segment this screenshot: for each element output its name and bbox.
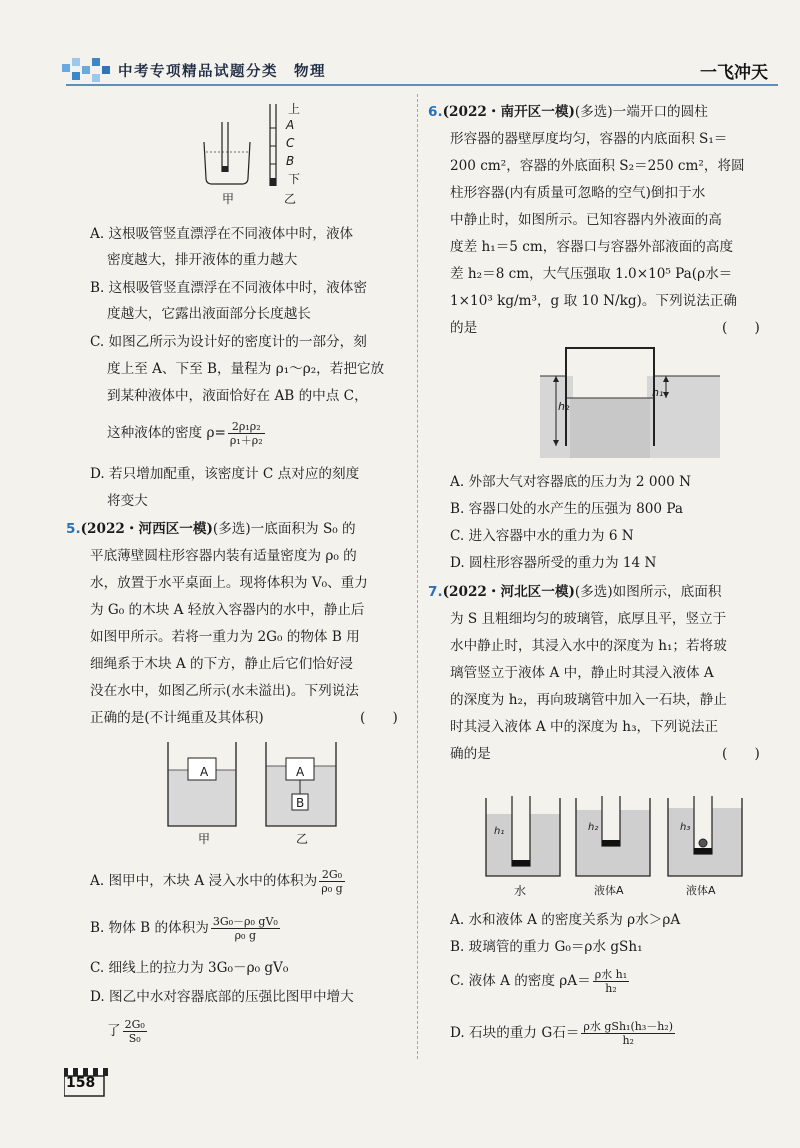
q5-stem-line8: 正确的是(不计绳重及其体积)	[90, 710, 264, 726]
q5-number: 5.	[66, 521, 81, 537]
q4-option-c: C. 如图乙所示为设计好的密度计的一部分，刻	[90, 334, 367, 350]
q6-option-b: B. 容器口处的水产生的压强为 800 Pa	[450, 501, 683, 517]
q4-label-b: B	[286, 154, 295, 168]
q4-label-bottom: 下	[288, 172, 301, 186]
q5-stem-line2: 平底薄壁圆柱形容器内装有适量密度为 ρ₀ 的	[90, 548, 357, 564]
page-number: 158	[66, 1075, 96, 1091]
q5-stem-line4: 为 G₀ 的木块 A 轻放入容器内的水中，静止后	[90, 602, 365, 618]
q4-label-top: 上	[288, 102, 301, 116]
q7-number: 7.	[428, 584, 443, 600]
q4-caption-jia: 甲	[222, 192, 235, 206]
q5-d-fraction: $\frac{\text{2G₀}}{\text{S₀}}$	[124, 1018, 145, 1045]
q5-option-c: C. 细线上的拉力为 3G₀－ρ₀ gV₀	[90, 960, 289, 976]
q5-stem-line5: 如图甲所示。若将一重力为 2G₀ 的物体 B 用	[90, 629, 360, 645]
q4-option-b-cont: 度越大，它露出液面部分长度越长	[107, 306, 311, 322]
q6-stem-line7: 差 h₂＝8 cm，大气压强取 1.0×10⁵ Pa(ρ水＝	[450, 266, 733, 282]
q7-d-fraction: $\frac{\text{ρ水 gSh₁(h₃－h₂)}}{\text{h₂}}$	[583, 1020, 674, 1047]
q6-stem-line2: 形容器的器壁厚度均匀，容器的内底面积 S₁＝	[450, 131, 728, 147]
q6-stem-line3: 200 cm²，容器的外底面积 S₂＝250 cm²，将圆	[450, 158, 745, 174]
q7-stem-line1: 7.(2022・河北区一模)(多选)如图所示，底面积	[428, 584, 722, 600]
q5-stem-line6: 细绳系于木块 A 的下方，静止后它们恰好浸	[90, 656, 354, 672]
q7-stem-line7: 确的是	[450, 746, 491, 762]
q6-option-d: D. 圆柱形容器所受的重力为 14 N	[450, 555, 657, 571]
q4-option-b: B. 这根吸管竖直漂浮在不同液体中时，液体密	[90, 280, 367, 296]
q7-source: (2022・河北区一模)	[442, 584, 575, 600]
q5-answer-paren: ( )	[360, 710, 398, 726]
header-title: 中考专项精品试题分类 物理	[118, 63, 326, 80]
q5-block-a-2: A	[296, 765, 305, 779]
q6-stem-line5: 中静止时，如图所示。已知容器内外液面的高	[450, 212, 722, 228]
q7-caption-liquid-a-1: 液体A	[594, 884, 624, 897]
q4-option-c-line2: 度上至 A、下至 B，量程为 ρ₁～ρ₂，若把它放	[107, 361, 385, 377]
q6-option-a: A. 外部大气对容器底的压力为 2 000 N	[450, 474, 692, 490]
column-divider	[417, 94, 418, 1059]
q7-option-a: A. 水和液体 A 的密度关系为 ρ水＞ρA	[450, 912, 681, 928]
q6-stem-line8: 1×10³ kg/m³，g 取 10 N/kg)。下列说法正确	[450, 293, 737, 309]
q5-source: (2022・河西区一模)	[80, 521, 213, 537]
q4-label-c: C	[286, 136, 295, 150]
q7-h2-label: h₂	[588, 822, 599, 833]
q5-caption-jia: 甲	[198, 832, 211, 846]
q7-figure	[484, 796, 746, 880]
q6-stem-line1: 6.(2022・南开区一模)(多选)一端开口的圆柱	[428, 104, 708, 120]
q4-option-d: D. 若只增加配重，该密度计 C 点对应的刻度	[90, 466, 360, 482]
q6-h2-label: h₂	[558, 400, 570, 413]
q4-option-c-line3: 到某种液体中，液面恰好在 AB 的中点 C，	[107, 388, 368, 404]
q5-figure	[166, 740, 346, 830]
q7-h3-label: h₃	[680, 822, 691, 833]
q7-option-d: D. 石块的重力 G石＝ $\frac{\text{ρ水 gSh₁(h₃－h₂)}}{\text{h₂}}$	[450, 1020, 674, 1047]
q5-block-b: B	[296, 796, 305, 810]
q7-caption-water: 水	[514, 884, 527, 898]
q7-h1-label: h₁	[494, 826, 505, 837]
q5-option-d-cont: 了 $\frac{\text{2G₀}}{\text{S₀}}$	[107, 1018, 145, 1045]
q5-option-a: A. 图甲中，木块 A 浸入水中的体积为 $\frac{\text{2G₀}}{\text{ρ₀ g}}$	[90, 868, 343, 895]
q4-option-a: A. 这根吸管竖直漂浮在不同液体中时，液体	[90, 226, 354, 242]
q4-caption-yi: 乙	[284, 192, 297, 206]
q7-option-c: C. 液体 A 的密度 ρA＝ $\frac{\text{ρ水 h₁}}{\text{h₂}}$	[450, 968, 628, 995]
q5-a-fraction: $\frac{\text{2G₀}}{\text{ρ₀ g}}$	[321, 868, 343, 895]
q6-option-c: C. 进入容器中水的重力为 6 N	[450, 528, 634, 544]
header-brand: 一飞冲天	[700, 63, 768, 83]
header-rule	[66, 84, 778, 86]
q7-option-b: B. 玻璃管的重力 G₀＝ρ水 gSh₁	[450, 939, 643, 955]
q5-b-fraction: $\frac{\text{3G₀－ρ₀ gV₀}}{\text{ρ₀ g}}$	[212, 915, 278, 942]
q5-stem-line1: 5.(2022・河西区一模)(多选)一底面积为 S₀ 的	[66, 521, 356, 537]
q7-stem-line2: 为 S 且粗细均匀的玻璃管，底厚且平，竖立于	[450, 611, 727, 627]
q7-stem-line3: 水中静止时，其浸入水中的深度为 h₁；若将玻	[450, 638, 727, 654]
q5-caption-yi: 乙	[296, 832, 309, 846]
q7-stem-line6: 时其浸入液体 A 中的深度为 h₃，下列说法正	[450, 719, 719, 735]
q4-option-a-cont: 密度越大，排开液体的重力越大	[107, 252, 298, 268]
q5-block-a-1: A	[200, 765, 209, 779]
q5-option-b: B. 物体 B 的体积为 $\frac{\text{3G₀－ρ₀ gV₀}}{\text{ρ₀ g}}$	[90, 915, 278, 942]
q5-stem-line3: 水，放置于水平桌面上。现将体积为 V₀、重力	[90, 575, 368, 591]
q4-c-density-label: 这种液体的密度 ρ=	[107, 425, 226, 441]
q7-stem-line4: 璃管竖立于液体 A 中，静止时其浸入液体 A	[450, 665, 714, 681]
q4-label-a: A	[286, 118, 295, 132]
q6-answer-paren: ( )	[722, 320, 760, 336]
q6-stem-line4: 柱形容器(内有质量可忽略的空气)倒扣于水	[450, 185, 706, 201]
q7-stem-line5: 的深度为 h₂，再向玻璃管中加入一石块，静止	[450, 692, 727, 708]
q4-option-c-line4	[107, 420, 267, 447]
q6-stem-line6: 度差 h₁＝5 cm，容器口与容器外部液面的高度	[450, 239, 734, 255]
q5-option-d: D. 图乙中水对容器底部的压强比图甲中增大	[90, 989, 354, 1005]
q6-stem-line9: 的是	[450, 320, 478, 336]
q7-caption-liquid-a-2: 液体A	[686, 884, 716, 897]
q5-stem-line7: 没在水中，如图乙所示(水未溢出)。下列说法	[90, 683, 359, 699]
q4-c-fraction: $\frac{\text{2ρ₁ρ₂}}{\text{ρ₁＋ρ₂}}$	[229, 420, 263, 447]
q4-option-d-cont: 将变大	[107, 493, 148, 509]
q7-answer-paren: ( )	[722, 746, 760, 762]
q6-number: 6.	[428, 104, 443, 120]
q7-c-fraction: $\frac{\text{ρ水 h₁}}{\text{h₂}}$	[594, 968, 628, 995]
q6-h1-label: h₁	[652, 386, 664, 399]
q6-source: (2022・南开区一模)	[442, 104, 575, 120]
